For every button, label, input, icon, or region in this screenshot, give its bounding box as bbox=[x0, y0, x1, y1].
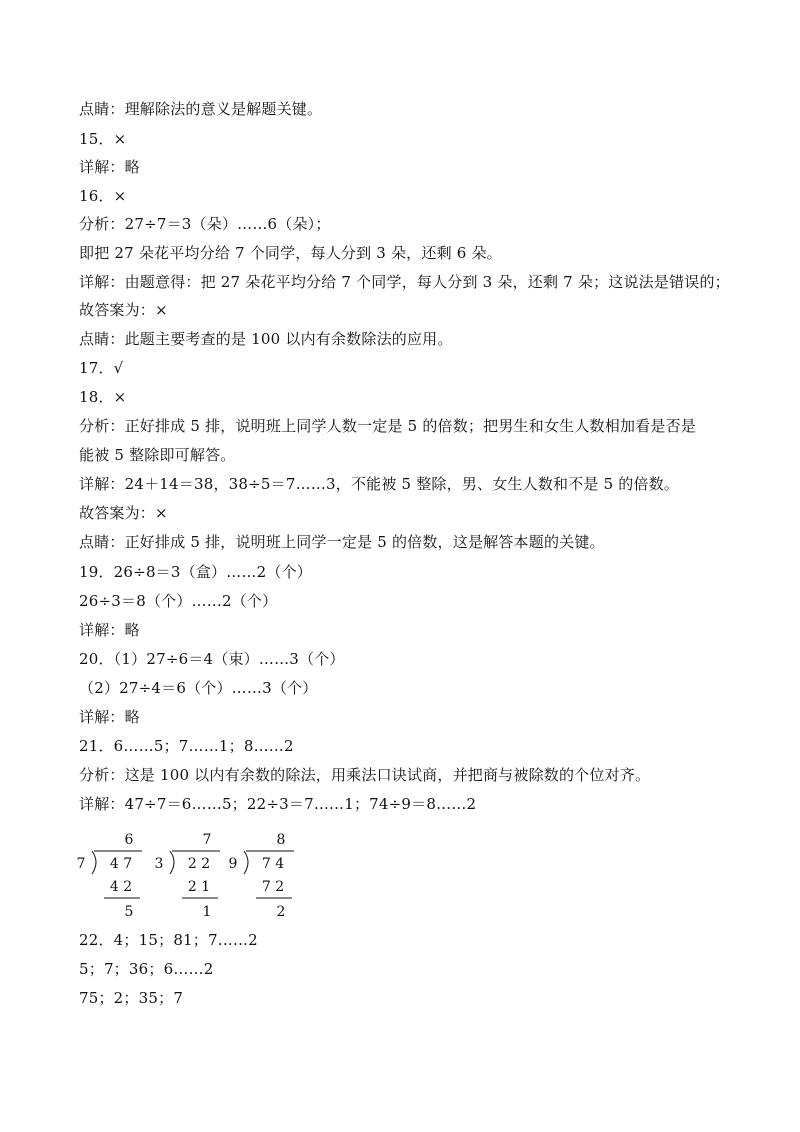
divisor: 9 bbox=[228, 856, 238, 872]
text-line: 17．√ bbox=[79, 359, 124, 377]
text-line: 故答案为：× bbox=[79, 504, 168, 522]
text-line: 26÷3＝8（个）……2（个） bbox=[79, 592, 278, 610]
text-line: 分析：这是 100 以内有余数的除法，用乘法口诀试商，并把商与被除数的个位对齐。 bbox=[79, 766, 651, 784]
division-bracket bbox=[170, 851, 174, 874]
text-line: 15．× bbox=[79, 130, 127, 148]
quotient: 7 bbox=[202, 832, 212, 848]
division-bracket bbox=[244, 851, 248, 874]
partial-product: 2 1 bbox=[187, 879, 211, 895]
text-line: 5；7；36；6……2 bbox=[79, 960, 214, 978]
text-line: 16．× bbox=[79, 187, 127, 205]
partial-product: 4 2 bbox=[109, 879, 133, 895]
text-line: 能被 5 整除即可解答。 bbox=[79, 446, 236, 464]
text-line: 详解：由题意得：把 27 朵花平均分给 7 个同学，每人分到 3 朵，还剩 7 朵；这说法是错误的； bbox=[79, 273, 730, 291]
remainder: 5 bbox=[124, 904, 134, 920]
text-line: 分析：正好排成 5 排，说明班上同学人数一定是 5 的倍数；把男生和女生人数相加看是否是 bbox=[79, 417, 696, 435]
quotient: 8 bbox=[276, 832, 286, 848]
text-line: 分析：27÷7＝3（朵）……6（朵）； bbox=[79, 215, 331, 233]
quotient: 6 bbox=[124, 832, 134, 848]
text-line: 22．4；15；81；7……2 bbox=[79, 931, 258, 949]
text-line: 即把 27 朵花平均分给 7 个同学，每人分到 3 朵，还剩 6 朵。 bbox=[79, 244, 502, 262]
dividend: 7 4 bbox=[261, 856, 285, 872]
text-line: 点睛：正好排成 5 排，说明班上同学一定是 5 的倍数，这是解答本题的关键。 bbox=[79, 533, 605, 551]
text-line: 详解：略 bbox=[79, 708, 140, 726]
remainder: 2 bbox=[276, 904, 286, 920]
text-line: 19．26÷8＝3（盒）……2（个） bbox=[79, 563, 312, 581]
text-line: 详解：略 bbox=[79, 158, 140, 176]
text-line: （2）27÷4＝6（个）……3（个） bbox=[79, 679, 318, 697]
remainder: 1 bbox=[202, 904, 212, 920]
divisor: 3 bbox=[154, 856, 164, 872]
dividend: 4 7 bbox=[109, 856, 133, 872]
text-line: 故答案为：× bbox=[79, 301, 168, 319]
text-line: 详解：略 bbox=[79, 621, 140, 639]
text-line: 详解：24＋14＝38，38÷5＝7……3，不能被 5 整除，男、女生人数和不是 5 的倍数。 bbox=[79, 475, 680, 493]
long-division-figure bbox=[74, 830, 334, 925]
dividend: 2 2 bbox=[187, 856, 211, 872]
partial-product: 7 2 bbox=[261, 879, 285, 895]
text-line: 详解：47÷7＝6……5；22÷3＝7……1；74÷9＝8……2 bbox=[79, 795, 477, 813]
text-line: 点睛：此题主要考查的是 100 以内有余数除法的应用。 bbox=[79, 330, 453, 348]
division-bracket bbox=[92, 851, 96, 874]
divisor: 7 bbox=[76, 856, 86, 872]
text-line: 21．6……5；7……1；8……2 bbox=[79, 737, 294, 755]
text-line: 75；2；35；7 bbox=[79, 989, 184, 1007]
text-line: 18．× bbox=[79, 388, 127, 406]
text-line: 点睛：理解除法的意义是解题关键。 bbox=[79, 100, 323, 118]
text-line: 20．（1）27÷6＝4（束）……3（个） bbox=[79, 650, 345, 668]
long-division-work bbox=[74, 830, 334, 925]
